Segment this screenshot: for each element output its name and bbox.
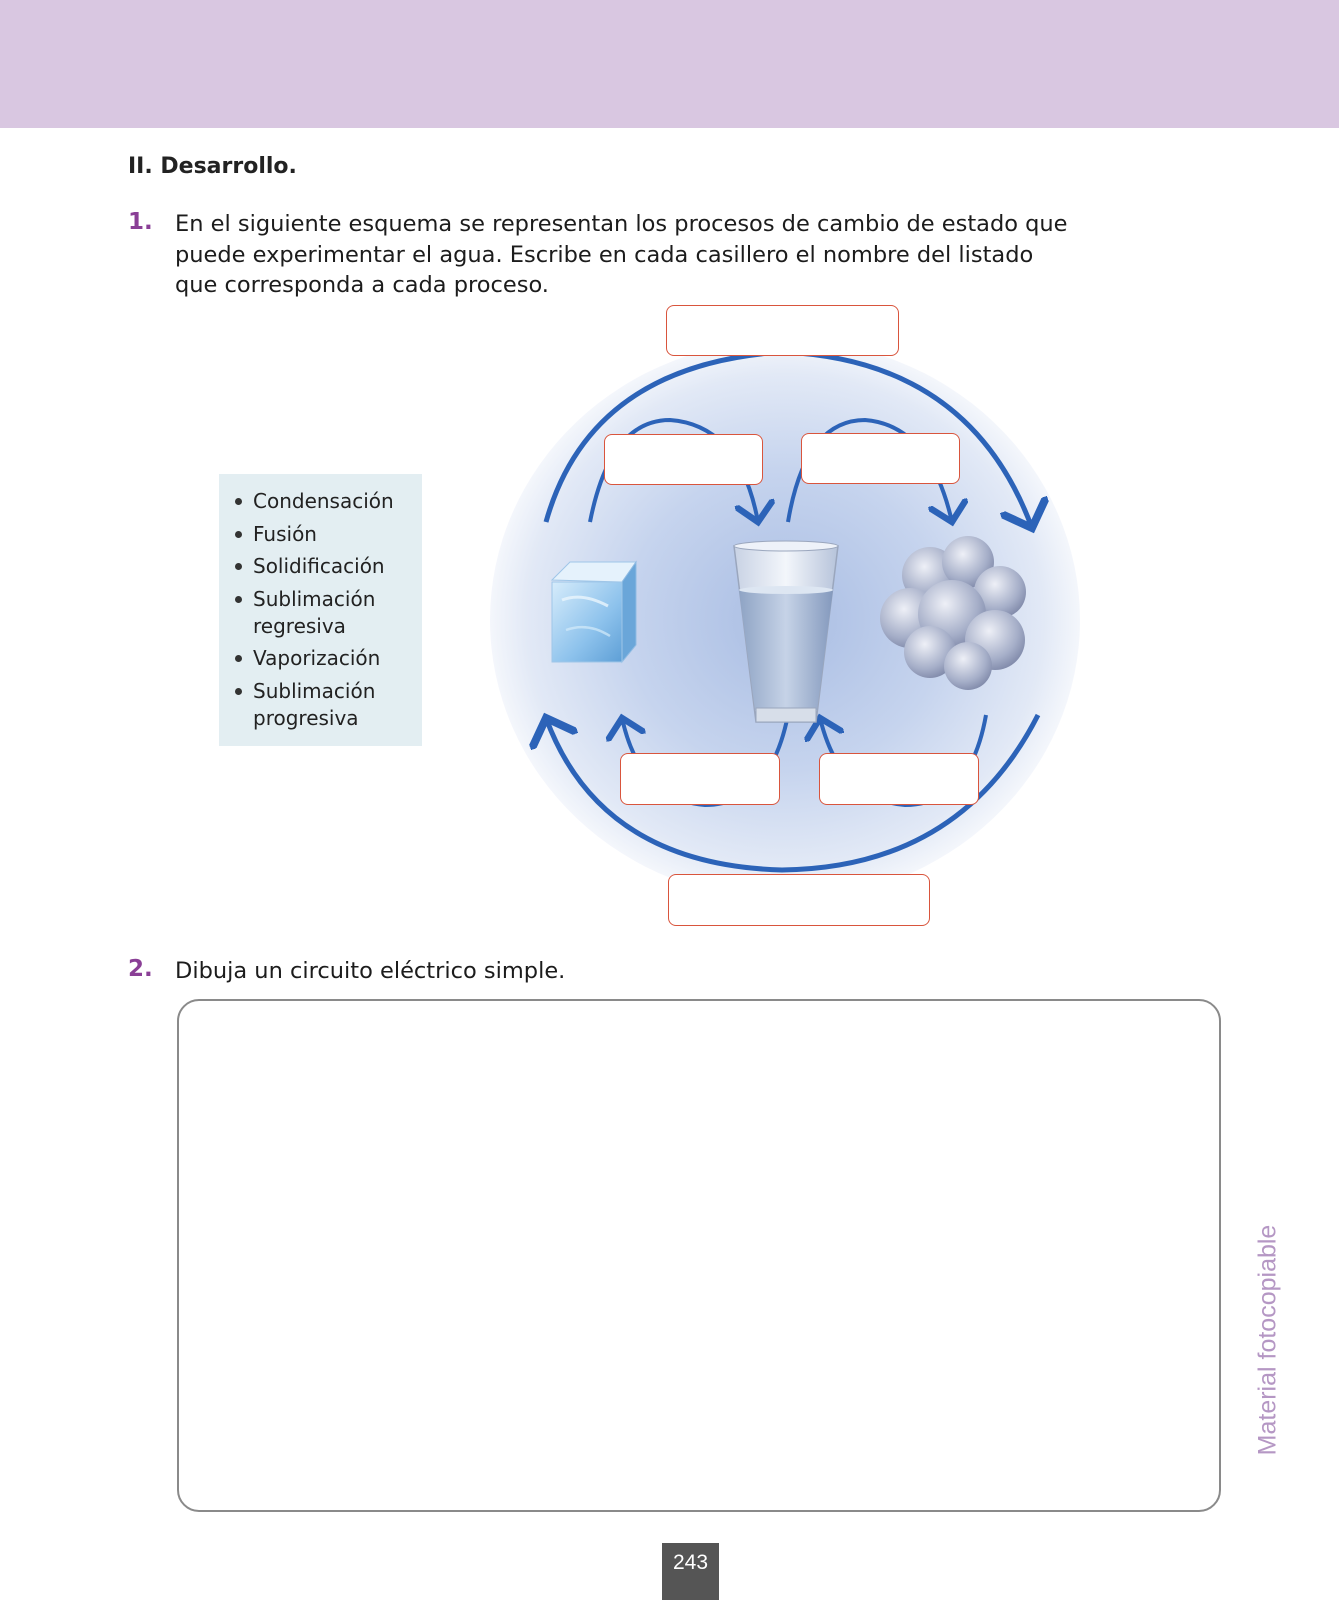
answer-box-top[interactable] [666,305,899,356]
water-glass-icon [734,541,838,722]
ice-cube-icon [552,562,636,662]
side-note: Material fotocopiable [1253,1224,1282,1456]
states-of-water-diagram [490,300,1080,930]
answer-box-lower-right[interactable] [819,753,979,805]
word-bank-item: Condensación [235,488,422,515]
word-bank-item: Sublimación regresiva [235,586,422,640]
drawing-area[interactable] [177,999,1221,1512]
word-bank-item: Fusión [235,521,422,548]
cloud-icon [880,536,1026,690]
question-2-number: 2. [128,956,153,982]
question-1-text: En el siguiente esquema se representan los procesos de cambio de estado que puede experimentar el agua. Escribe en cada casillero el nombre del listado que corresponda a cada proceso. [175,211,1068,298]
bullet-icon [235,688,242,695]
bullet-icon [235,498,242,505]
page-number: 243 [672,1551,709,1574]
section-heading: II. Desarrollo. [128,154,297,179]
page-number-tab [662,1543,719,1600]
answer-box-upper-left[interactable] [604,434,763,485]
word-bank [219,474,422,746]
bullet-icon [235,596,242,603]
word-bank-item: Solidificación [235,553,422,580]
cycle-arrows [490,300,1080,930]
answer-box-bottom[interactable] [668,874,930,926]
answer-box-lower-left[interactable] [620,753,780,805]
header-band [0,0,1339,128]
question-1-number: 1. [128,209,153,235]
word-bank-item: Vaporización [235,645,422,672]
bullet-icon [235,655,242,662]
bullet-icon [235,563,242,570]
bullet-icon [235,531,242,538]
word-bank-item: Sublimación progresiva [235,678,422,732]
answer-box-upper-right[interactable] [801,433,960,484]
question-2-text: Dibuja un circuito eléctrico simple. [175,958,566,984]
